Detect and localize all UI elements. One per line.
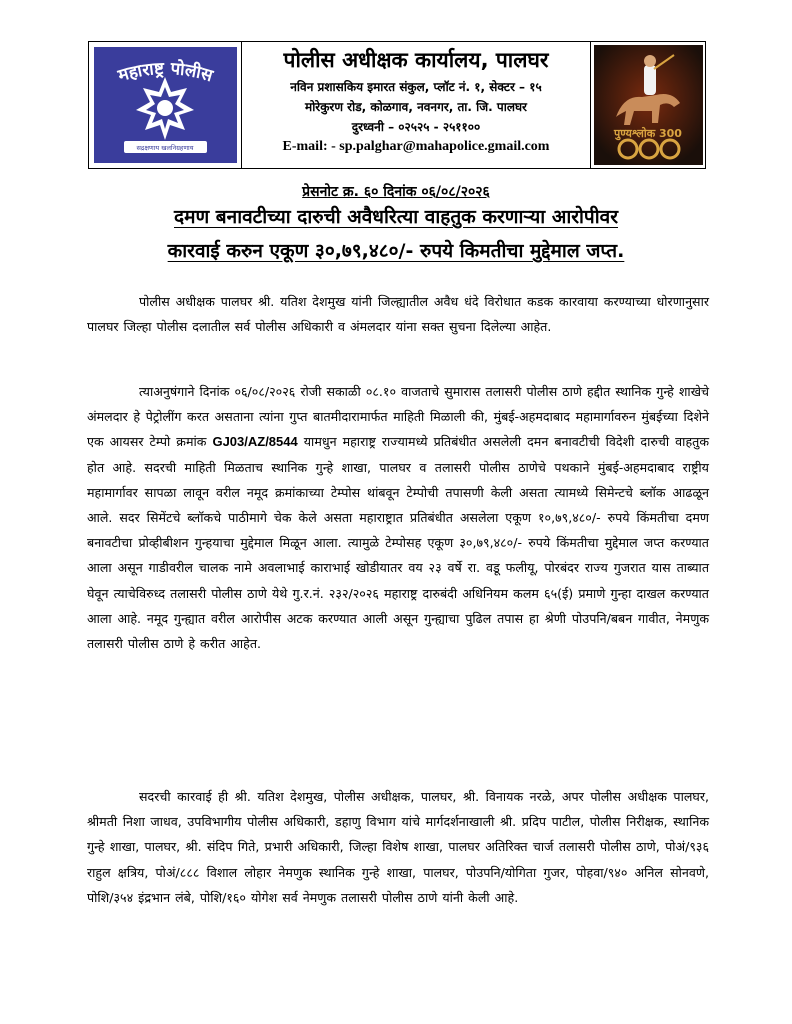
- paragraph-1-text: पोलीस अधीक्षक पालघर श्री. यतिश देशमुख यांनी जिल्ह्यातील अवैध धंदे विरोधात कडक कारवाया करण्याच्या धोरणानुसार पालघर जिल्हा पोलीस दलातील सर्व पोलीस अधिकारी व अंमलदार यांना सक्त सुचना दिलेल्या आहेत.: [87, 294, 709, 335]
- paragraph-2-text-a: त्याअनुषंगाने दिनांक ०६/०८/२०२६ रोजी सकाळी ०८.१० वाजताचे सुमारास तलासरी पोलीस ठाणे हद्दीत स्थानिक गुन्हे शाखेचे अंमलदार हे पेट्रोलींग करत असताना त्यांना गुप्त बातमीदारामार्फत माहिती मिळाली की, मुंबई-अहमदाबाद महामार्गावरुन मुंबईच्या दिशेने एक आयसर टेम्पो क्रमांक: [87, 384, 709, 450]
- email-address: E-mail: - sp.palghar@mahapolice.gmail.com: [282, 139, 550, 154]
- office-title: पोलीस अधीक्षक कार्यालय, पालघर: [283, 48, 549, 72]
- logo-top-text: महाराष्ट्र पोलीस: [115, 58, 215, 87]
- letterhead-office-details: [242, 42, 590, 168]
- punyashlok-300-logo: [594, 45, 703, 165]
- horse-rider-icon: [594, 45, 703, 165]
- vehicle-number: GJ03/AZ/8544: [212, 434, 298, 450]
- paragraph-2-text-b: यामधुन महाराष्ट्र राज्यामध्ये प्रतिबंधीत असलेली दमन बनावटीची विदेशी दारुची वाहतुक होत आहे. सदरची माहिती मिळताच स्थानिक गुन्हे शाखा, पालघर व तलासरी पोलीस ठाणेचे पथकाने मुंबई-अहमदाबाद राष्ट्रीय महामार्गावर सापळा लावून वरील नमूद क्रमांकाच्या टेम्पोस थांबवून टेम्पोची तपासणी केली असता त्यामध्ये सिमेन्टचे ब्लॉक आढळून आले. सदर सिमेंटचे ब्लॉकचे पाठीमागे चेक केले असता महाराष्ट्रात प्रतिबंधीत असलेला एकूण १०,७९,४८०/- रुपये किंमतीचा दमण बनावटीचा प्रोव्हीबीशन गुन्हयाचा मुद्देमाल मिळून आला. त्यामुळे टेम्पोसह एकूण ३०,७९,४८०/- रुपये किंमतीचा मुद्देमाल जप्त करण्यात आला असून गाडीवरील चालक नामे अवलाभाई काराभाई खोडीयातर वय २३ वर्षे रा. वडू फलीयू, पोरबंदर राज्य गुजरात यास ताब्यात घेवून त्याचेविरुध्द तलासरी पोलीस ठाणे येथे गु.र.नं. २३२/२०२६ महाराष्ट्र दारुबंदी अधिनियम कलम ६५(ई) प्रमाणे गुन्हा दाखल करण्यात आला आहे. नमूद गुन्ह्यात वरील आरोपीस अटक करण्यात आली असून गुन्ह्याचा पुढिल तपास हा श्रेणी पोउपनि/बबन गावीत, नेमणुक तलासरी पोलीस ठाणे हे करीत आहेत.: [87, 434, 710, 652]
- press-note-text: प्रेसनोट क्र. ६० दिनांक ०६/०८/२०२६: [302, 184, 490, 200]
- police-emblem-icon: [94, 47, 237, 163]
- logo-motto: सद्रक्षणाय खलनिग्रहणाय: [135, 144, 194, 152]
- address-line-2: मोरेकुरण रोड, कोळगाव, नवनगर, ता. जि. पालघर: [305, 100, 527, 114]
- paragraph-1: [87, 289, 709, 339]
- headline-line-1: [0, 203, 792, 229]
- headline-line-2: [0, 237, 792, 263]
- phone-number: दुरध्वनी – ०२५२५ - २५११००: [351, 120, 481, 134]
- anniversary-logo-frame: [590, 42, 705, 168]
- press-note-number: [0, 182, 792, 201]
- anniversary-logo-text: पुण्यश्लोक 300: [613, 127, 682, 140]
- maharashtra-police-logo: [94, 47, 237, 163]
- letterhead: [88, 41, 706, 169]
- paragraph-3: [87, 784, 709, 910]
- headline-text-1: दमण बनावटीच्या दारुची अवैधरित्या वाहतुक करणाऱ्या आरोपीवर: [174, 206, 618, 228]
- paragraph-3-text: सदरची कारवाई ही श्री. यतिश देशमुख, पोलीस अधीक्षक, पालघर, श्री. विनायक नरळे, अपर पोलीस अधीक्षक पालघर, श्रीमती निशा जाधव, उपविभागीय पोलीस अधिकारी, डहाणु विभाग यांचे मार्गदर्शनाखाली श्री. प्रदिप पाटील, पोलीस निरीक्षक, स्थानिक गुन्हे शाखा, पालघर, श्री. संदिप गिते, प्रभारी अधिकारी, जिल्हा विशेष शाखा, पालघर अतिरिक्त चार्ज तलासरी पोलीस ठाणे, पोअं/९३६ राहुल क्षत्रिय, पोअं/८८८ विशाल लोहार नेमणुक स्थानिक गुन्हे शाखा, पालघर, पोउपनि/योगिता गुजर, पोहवा/९४० अनिल सोनवणे, पोशि/३५४ इंद्रभान लंबे, पोशि/१६० योगेश सर्व नेमणुक तलासरी पोलीस ठाणे यांनी केली आहे.: [87, 789, 709, 905]
- headline-text-2: कारवाई करुन एकूण ३०,७९,४८०/- रुपये किमतीचा मुद्देमाल जप्त.: [167, 240, 625, 262]
- address-line-1: नविन प्रशासकिय इमारत संकुल, प्लॉट नं. १, सेक्टर – १५: [290, 80, 542, 94]
- paragraph-2: [87, 379, 709, 656]
- police-logo-frame: [89, 42, 242, 168]
